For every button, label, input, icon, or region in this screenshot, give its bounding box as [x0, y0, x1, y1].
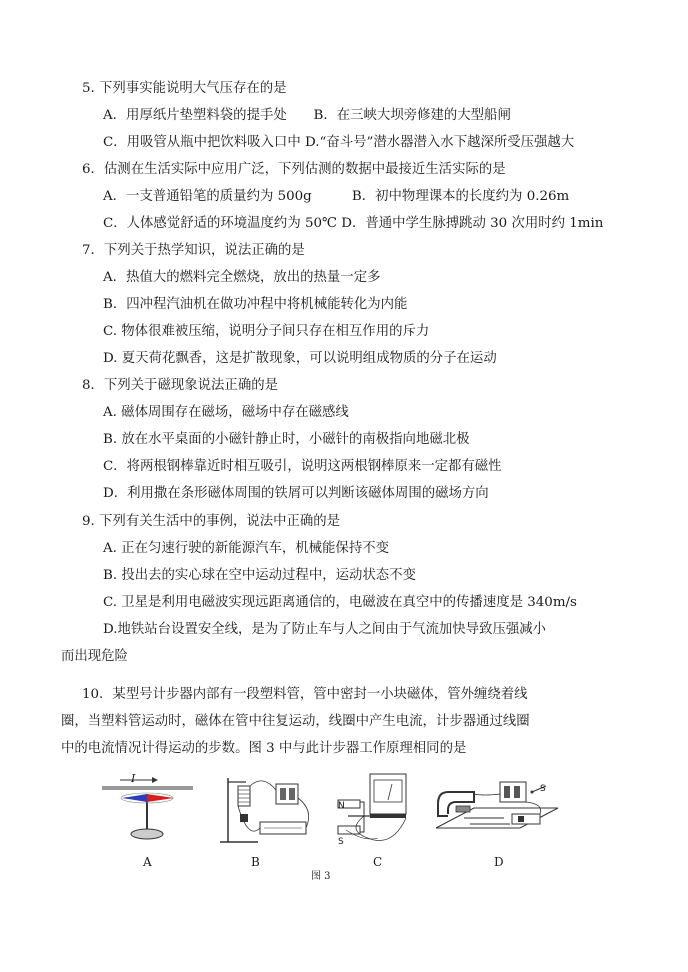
figure-d-label: D	[494, 855, 504, 869]
figure-a-label: A	[143, 855, 152, 869]
figure-c-label: C	[373, 855, 383, 869]
figure-b-electromagnet-illustration	[218, 770, 318, 850]
figure-c-s-label: S	[338, 837, 344, 847]
q8-option-a: A. 磁体周围存在磁场，磁场中存在磁感线	[103, 405, 349, 420]
figure-b-label: B	[251, 855, 260, 869]
q5-stem: 5. 下列事实能说明大气压存在的是	[82, 81, 287, 96]
q7-option-c: C. 物体很难被压缩，说明分子间只存在相互作用的斥力	[103, 324, 430, 339]
q8-option-d: D．利用撒在条形磁体周围的铁屑可以判断该磁体周围的磁场方向	[103, 486, 489, 501]
q7-option-a: A．热值大的燃料完全燃烧，放出的热量一定多	[103, 270, 381, 285]
q6-options-row2: C．人体感觉舒适的环境温度约为 50℃ D．普通中学生脉搏跳动 30 次用时约 1min	[103, 216, 604, 231]
q7-option-b: B．四冲程汽油机在做功冲程中将机械能转化为内能	[103, 297, 408, 312]
q9-option-a: A. 正在匀速行驶的新能源汽车，机械能保持不变	[103, 541, 389, 556]
q7-option-d: D. 夏天荷花飘香，这是扩散现象，可以说明组成物质的分子在运动	[103, 351, 497, 366]
figure-caption: 图 3	[311, 871, 331, 882]
q8-option-c: C．将两根钢棒靠近时相互吸引，说明这两根钢棒原来一定都有磁性	[103, 459, 502, 474]
q7-stem: 7．下列关于热学知识，说法正确的是	[82, 243, 305, 258]
q6-options-row1: A．一支普通铅笔的质量约为 500g B．初中物理课本的长度约为 0.26m	[103, 189, 570, 204]
figure-c-n-label: N	[338, 801, 345, 811]
q9-option-d-line2: 而出现危险	[61, 649, 128, 664]
q6-stem: 6．估测在生活实际中应用广泛，下列估测的数据中最接近生活实际的是	[82, 162, 506, 177]
figure-d-s-label: S	[540, 784, 546, 794]
q10-line3: 中的电流情况计得运动的步数。图 3 中与此计步器工作原理相同的是	[61, 741, 467, 756]
q5-options-row2: C．用吸管从瓶中把饮料吸入口中 D.“奋斗号”潜水器潜入水下越深所受压强越大	[103, 135, 575, 150]
q9-option-b: B. 投出去的实心球在空中运动过程中，运动状态不变	[103, 568, 416, 583]
q10-line2: 圈，当塑料管运动时，磁体在管中往复运动，线圈中产生电流，计步器通过线圈	[61, 714, 530, 729]
figure-a-current-label: I	[131, 772, 136, 785]
q10-line1: 10．某型号计步器内部有一段塑料管，管中密封一小块磁体，管外缠绕着线	[82, 687, 528, 702]
figure-a-oersted-illustration	[100, 772, 195, 847]
q9-option-d-line1: D.地铁站台设置安全线，是为了防止车与人之间由于气流加快导致压强减小	[103, 622, 547, 637]
q9-option-c: C. 卫星是利用电磁波实现远距离通信的，电磁波在真空中的传播速度是 340m/s	[103, 595, 577, 610]
q5-options-row1: A．用厚纸片垫塑料袋的提手处 B．在三峡大坝旁修建的大型船闸	[103, 108, 511, 123]
q8-stem: 8．下列关于磁现象说法正确的是	[82, 378, 278, 393]
q8-option-b: B. 放在水平桌面的小磁针静止时，小磁针的南极指向地磁北极	[103, 432, 470, 447]
q9-stem: 9. 下列有关生活中的事例，说法中正确的是	[82, 514, 341, 529]
figure-c-galvanometer-illustration	[334, 772, 424, 848]
